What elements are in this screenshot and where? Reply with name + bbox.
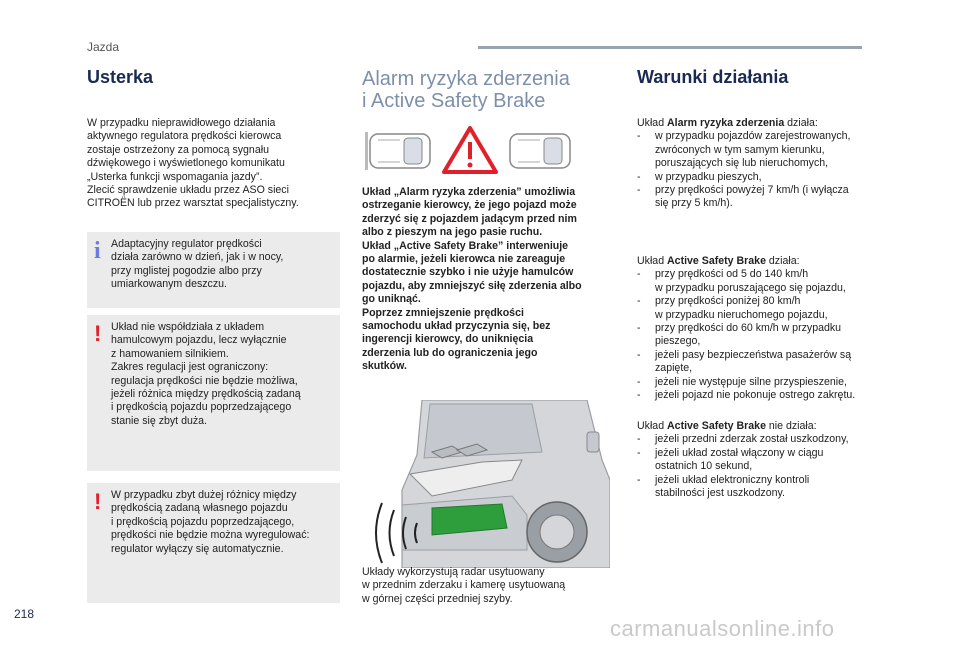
list-item — [637, 349, 887, 376]
paragraph-line: W przypadku nieprawidłowego działania — [87, 117, 276, 129]
header-bar — [478, 46, 862, 49]
list-item-line: w przypadku poruszającego się pojazdu, — [655, 281, 846, 294]
description-line: albo z pieszym na jego pasie ruchu. — [362, 226, 543, 239]
info-line: przy mglistej pogodzie albo przy — [111, 264, 262, 277]
radar-caption — [362, 566, 565, 606]
sec1-name: Alarm ryzyka zderzenia — [667, 117, 785, 129]
page-number: 218 — [14, 607, 35, 621]
warning-line: stanie się zbyt duża. — [111, 414, 207, 427]
warning-line: i prędkością pojazdu poprzedzającego — [111, 401, 292, 414]
list-item-line: jeżeli przedni zderzak został uszkodzony, — [655, 433, 849, 446]
warning-line: i prędkością pojazdu poprzedzającego, — [111, 515, 295, 528]
list-dash: - — [637, 389, 641, 402]
sec2-name: Active Safety Brake — [667, 255, 766, 267]
section-asb-inactive-heading — [637, 420, 887, 433]
description-line: Poprzez zmniejszenie prędkości — [362, 306, 524, 319]
list-item-line: zwróconych w tym samym kierunku, — [655, 143, 825, 156]
warning-line: W przypadku zbyt dużej różnicy między — [111, 489, 297, 501]
sec2-prefix: Układ — [637, 255, 668, 267]
warning-triangle-icon — [444, 128, 496, 172]
sec3-list — [637, 433, 887, 500]
list-item-line: jeżeli nie występuje silne przyspieszenie, — [655, 375, 847, 388]
list-item — [637, 322, 887, 349]
warning-line: Układ nie współdziała z układem — [111, 321, 265, 333]
list-dash: - — [637, 348, 641, 361]
list-item-line: pieszego, — [655, 335, 701, 348]
sec1-list — [637, 130, 887, 210]
info-box — [87, 232, 340, 308]
warning-line: prędkości nie będzie można wyregulować: — [111, 529, 310, 542]
paragraph-line: CITROËN lub przez warsztat specjalistyczny. — [87, 197, 299, 210]
list-item-line: jeżeli układ elektroniczny kontroli — [655, 473, 810, 486]
list-dash: - — [637, 170, 641, 183]
sec1-suffix: działa: — [784, 117, 818, 129]
caption-line: Układy wykorzystują radar usytuowany — [362, 566, 545, 578]
title-alarm — [362, 68, 570, 112]
warning-box-1 — [87, 315, 340, 471]
list-item-line: poruszających się lub nieruchomych, — [655, 157, 829, 170]
paragraph-line: Zlecić sprawdzenie układu przez ASO sieci — [87, 184, 289, 197]
alarm-description — [362, 186, 582, 374]
list-item — [637, 389, 887, 402]
list-item — [637, 130, 887, 170]
list-item-line: stabilności jest uszkodzony. — [655, 487, 785, 500]
list-dash: - — [637, 130, 641, 143]
paragraph-line: aktywnego regulatora prędkości kierowca — [87, 130, 282, 143]
list-item-line: w przypadku pojazdów zarejestrowanych, — [655, 130, 851, 143]
description-line: samochodu układ przyczynia się, bez — [362, 320, 551, 333]
description-line: pojazdu, aby zmniejszyć siłę zderzenia albo — [362, 279, 582, 292]
info-line: Adaptacyjny regulator prędkości — [111, 238, 262, 250]
radar-waves-icon — [362, 498, 442, 568]
warning-box-2 — [87, 483, 340, 603]
description-line: Układ „Active Safety Brake” interweniuje — [362, 239, 569, 252]
list-item-line: przy prędkości poniżej 80 km/h — [655, 295, 801, 308]
list-item-line: w przypadku nieruchomego pojazdu, — [655, 308, 828, 321]
list-item-line: jeżeli pojazd nie pokonuje ostrego zakrętu. — [655, 389, 856, 402]
section-asb-conditions — [637, 255, 887, 402]
list-dash: - — [637, 446, 641, 459]
caption-line: w górnej części przedniej szyby. — [362, 592, 513, 605]
title-alarm-line1: Alarm ryzyka zderzenia — [362, 68, 570, 90]
sec2-list — [637, 268, 887, 402]
list-item — [637, 433, 887, 446]
description-line: dostatecznie szybko i nie użyje hamulców — [362, 266, 574, 279]
van-top-view-icon — [370, 134, 430, 168]
title-usterka: Usterka — [87, 67, 154, 87]
list-dash: - — [637, 295, 641, 308]
list-dash: - — [637, 433, 641, 446]
list-item-line: jeżeli pasy bezpieczeństwa pasażerów są — [655, 348, 852, 361]
list-item-line: przy prędkości powyżej 7 km/h (i wyłącza — [655, 184, 849, 197]
paragraph-line: dźwiękowego i wyświetlonego komunikatu — [87, 157, 285, 170]
list-dash: - — [637, 184, 641, 197]
description-line: go uniknąć. — [362, 293, 421, 306]
list-item-line: jeżeli układ został włączony w ciągu — [655, 446, 824, 459]
warning-line: prędkością zadaną własnego pojazdu — [111, 502, 288, 515]
list-item — [637, 268, 887, 295]
list-dash: - — [637, 473, 641, 486]
usterka-paragraph — [87, 117, 299, 211]
warning-line: regulacja prędkości nie będzie możliwa, — [111, 374, 298, 387]
title-warunki: Warunki działania — [637, 67, 789, 87]
list-item-line: przy prędkości do 60 km/h w przypadku — [655, 322, 842, 335]
section-asb-inactive — [637, 420, 887, 500]
sec3-prefix: Układ — [637, 420, 668, 432]
collision-warning-illustration — [360, 126, 578, 176]
list-item-line: zapięte, — [655, 362, 693, 375]
list-item-line: się przy 5 km/h). — [655, 197, 733, 210]
section-asb-heading — [637, 255, 887, 268]
description-line: Układ „Alarm ryzyka zderzenia” umożliwia — [362, 186, 576, 198]
sec2-suffix: działa: — [765, 255, 800, 267]
warning-line: jeżeli różnica między prędkością zadaną — [111, 388, 301, 401]
list-item-line: ostatnich 10 sekund, — [655, 460, 753, 473]
list-dash: - — [637, 375, 641, 388]
info-box-text — [111, 238, 283, 292]
description-line: zderzenia lub do ograniczenia jego — [362, 346, 538, 359]
warning-icon: ! — [94, 489, 102, 514]
description-line: ingerencji kierowcy, do uniknięcia — [362, 333, 534, 346]
sec3-name: Active Safety Brake — [667, 420, 766, 432]
description-line: zderzyć się z pojazdem jadącym przed nim — [362, 212, 577, 225]
sec1-prefix: Układ — [637, 117, 668, 129]
title-alarm-line2: i Active Safety Brake — [362, 90, 546, 112]
description-line: po alarmie, jeżeli kierowca nie zareaguje — [362, 253, 566, 266]
sec3-suffix: nie działa: — [765, 420, 817, 432]
paragraph-line: zostaje ostrzeżony za pomocą sygnału — [87, 143, 269, 156]
info-line: działa zarówno w dzień, jak i w nocy, — [111, 251, 284, 264]
warning-box-1-text — [111, 321, 301, 428]
warning-line: hamulcowym pojazdu, lecz wyłącznie — [111, 334, 287, 347]
list-item — [637, 474, 887, 501]
list-item-line: w przypadku pieszych, — [655, 170, 762, 183]
list-item — [637, 376, 887, 389]
warning-line: Zakres regulacji jest ograniczony: — [111, 361, 269, 374]
list-item — [637, 295, 887, 322]
warning-line: z hamowaniem silnikiem. — [111, 347, 229, 360]
list-item — [637, 184, 887, 211]
list-dash: - — [637, 322, 641, 335]
watermark: carmanualsonline.info — [610, 616, 835, 641]
description-line: skutków. — [362, 360, 407, 373]
section-header: Jazda — [87, 40, 120, 54]
caption-line: w przednim zderzaku i kamerę usytuowaną — [362, 579, 566, 592]
description-line: ostrzeganie kierowcy, że jego pojazd może — [362, 199, 577, 212]
list-item — [637, 171, 887, 184]
paragraph-line: „Usterka funkcji wspomagania jazdy”. — [87, 170, 263, 183]
info-line: umiarkowanym deszczu. — [111, 278, 227, 291]
warning-icon: ! — [94, 321, 102, 346]
list-item — [637, 447, 887, 474]
section-alarm-conditions — [637, 117, 887, 211]
warning-line: regulator wyłączy się automatycznie. — [111, 542, 284, 555]
section-alarm-heading — [637, 117, 887, 130]
list-item-line: przy prędkości od 5 do 140 km/h — [655, 268, 809, 281]
warning-box-2-text — [111, 489, 309, 556]
list-dash: - — [637, 268, 641, 281]
info-icon: i — [94, 238, 101, 264]
